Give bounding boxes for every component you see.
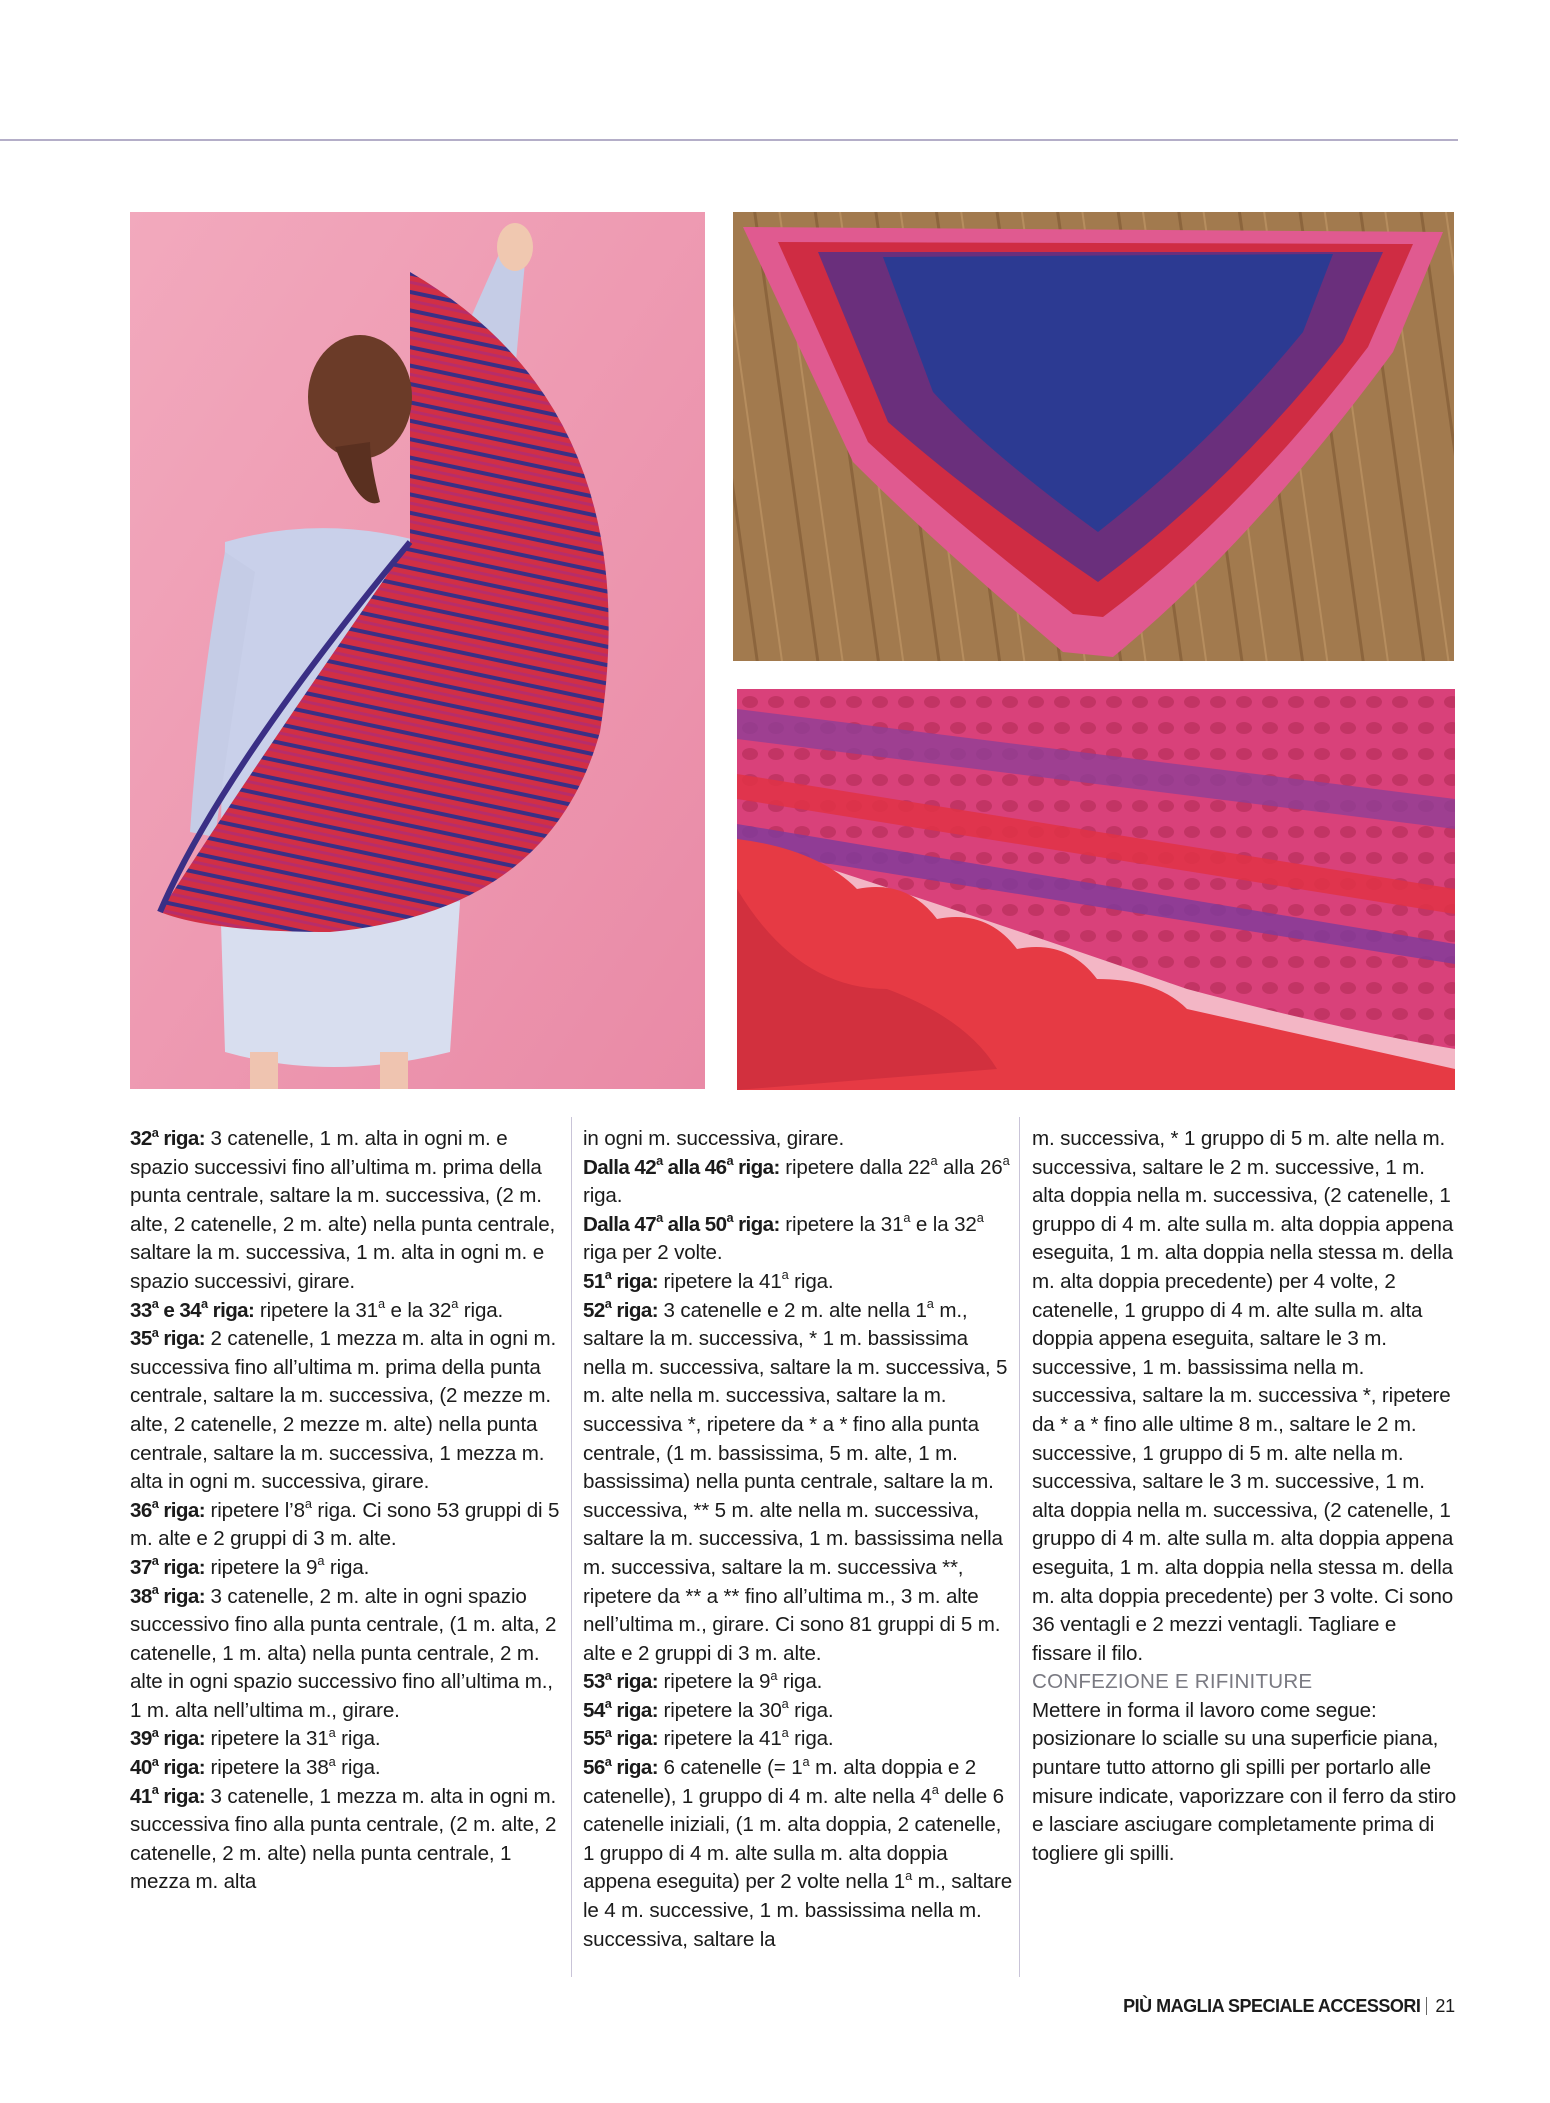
instruction-paragraph [130,1325,560,1497]
row-label: 37$^a$ riga: [130,1553,205,1579]
column-divider [1019,1117,1020,1977]
row-label: 56$^a$ riga: [583,1753,658,1780]
instruction-paragraph [583,1154,1013,1211]
row-label: 51$^a$ riga: [583,1267,658,1293]
row-label: 40$^a$ riga: [130,1753,205,1780]
row-instructions: ripetere la 9$^a$ riga. [663,1667,823,1694]
photo-model-wearing-shawl [130,212,705,1089]
row-label: 53$^a$ riga: [583,1667,658,1694]
instructions-column-3-body [1032,1125,1460,1668]
instruction-paragraph [130,1754,560,1783]
instruction-paragraph [583,1268,1013,1297]
row-instructions: ripetere l’8$^a$ riga. Ci sono 53 gruppi di 5 m. alte e 2 gruppi di 3 m. alte. [130,1496,560,1551]
instruction-paragraph [130,1497,560,1554]
photo-stitch-detail [737,689,1455,1090]
instruction-paragraph [130,1125,560,1297]
row-label: 52$^a$ riga: [583,1296,658,1322]
instruction-paragraph [1032,1125,1460,1668]
row-label: 35$^a$ riga: [130,1324,205,1351]
finishing-heading: CONFEZIONE E RIFINITURE [1032,1670,1313,1694]
footer-divider [1426,1997,1427,2015]
page-footer [1123,1996,1455,2017]
instruction-paragraph [130,1554,560,1583]
instructions-column-1 [130,1125,560,1897]
row-label: 36$^a$ riga: [130,1496,205,1522]
row-label: 55$^a$ riga: [583,1724,658,1751]
instruction-paragraph [583,1668,1013,1697]
finishing-text: Mettere in forma il lavoro come segue: posizionare lo scialle su una superficie piana, puntare tutto attorno gli spilli per portarlo alle misure indicate, vaporizzare con il ferro da stiro e lasciare asciugare completamente prima di togliere gli spilli. [1032,1698,1457,1865]
row-instructions: ripetere la 31$^a$ riga. [210,1724,381,1751]
row-instructions: 3 catenelle e 2 m. alte nella 1$^a$ m., saltare la m. successiva, * 1 m. bassissima nella m. successiva, saltare la m. successiva, 5 m. alte nella m. successiva, saltare la m. successiva *, ripetere da * a * fino alla punta centrale, (1 m. bassissima, 5 m. alte, 1 m. bassissima) nella punta centrale, saltare la m. successiva, ** 5 m. alte nella m. successiva, saltare la m. successiva, 1 m. bassissima nella m. successiva, saltare la m. successiva **, ripetere da ** a ** fino all’ultima m., 3 m. alte nell’ultima m., girare. Ci sono 81 gruppi di 5 m. alte e 2 gruppi di 3 m. alte. [583,1296,1008,1665]
row-label: Dalla 47$^a$ alla 50$^a$ riga: [583,1210,780,1236]
row-label: 54$^a$ riga: [583,1696,658,1722]
row-label: 33$^a$ e 34$^a$ riga: [130,1296,255,1322]
row-instructions: 3 catenelle, 1 m. alta in ogni m. e spazio successivi fino all’ultima m. prima della punta centrale, saltare la m. successiva, (2 m. alte, 2 catenelle, 2 m. alte) nella punta centrale, saltare la m. successiva, 1 m. alta in ogni m. e spazio successivi, girare. [130,1127,556,1293]
instructions-column-3 [1032,1125,1460,1868]
row-instructions: m. successiva, * 1 gruppo di 5 m. alte nella m. successiva, saltare le 2 m. successive, 1 m. alta doppia nella m. successiva, (2 catenelle, 1 gruppo di 4 m. alte sulla m. alta doppia appena eseguita, 1 m. alta doppia nella stessa m. della m. alta doppia precedente) per 4 volte, 2 catenelle, 1 gruppo di 4 m. alte sulla m. alta doppia appena eseguita, saltare le 3 m. successive, 1 m. bassissima nella m. successiva, saltare la m. successiva *, ripetere da * a * fino alle ultime 8 m., saltare le 2 m. successive, 1 gruppo di 5 m. alte nella m. successiva, saltare le 3 m. successive, 1 m. alta doppia nella m. successiva, (2 catenelle, 1 gruppo di 4 m. alte sulla m. alta doppia appena eseguita, 1 m. alta doppia nella stessa m. della m. alta doppia precedente) per 3 volte. Ci sono 36 ventagli e 2 mezzi ventagli. Tagliare e fissare il filo. [1032,1127,1454,1665]
row-instructions: 2 catenelle, 1 mezza m. alta in ogni m. successiva fino all’ultima m. prima della punta centrale, saltare la m. successiva, (2 mezze m. alte, 2 catenelle, 2 mezze m. alte) nella punta centrale, saltare la m. successiva, 1 mezza m. alta in ogni m. successiva, girare. [130,1327,557,1494]
row-label: Dalla 42$^a$ alla 46$^a$ riga: [583,1153,780,1179]
page-number: 21 [1435,1996,1455,2016]
photo-shawl-flat-on-wood [733,212,1454,661]
row-instructions: ripetere dalla 22$^a$ alla 26$^a$ riga. [583,1153,1010,1208]
instruction-paragraph [583,1754,1013,1954]
row-instructions: ripetere la 31$^a$ e la 32$^a$ riga per 2 volte. [583,1210,984,1265]
row-label: 39$^a$ riga: [130,1724,205,1751]
row-instructions: in ogni m. successiva, girare. [583,1127,845,1150]
row-instructions: ripetere la 41$^a$ riga. [663,1724,834,1751]
row-instructions: 3 catenelle, 2 m. alte in ogni spazio successivo fino alla punta centrale, (1 m. alta, 2 catenelle, 1 m. alta) nella punta centrale, 2 m. alte in ogni spazio successivo fino all’ultima m., 1 m. alta nell’ultima m., girare. [130,1584,557,1722]
row-instructions: ripetere la 30$^a$ riga. [663,1696,834,1722]
instruction-paragraph [130,1297,560,1326]
row-label: 41$^a$ riga: [130,1782,205,1808]
publication-name: PIÙ MAGLIA SPECIALE ACCESSORI [1123,1996,1421,2016]
top-rule [0,139,1458,141]
row-instructions: ripetere la 38$^a$ riga. [210,1753,381,1780]
row-instructions: ripetere la 31$^a$ e la 32$^a$ riga. [259,1296,504,1322]
instruction-paragraph [583,1697,1013,1726]
row-instructions: 3 catenelle, 1 mezza m. alta in ogni m. successiva fino alla punta centrale, (2 m. alte, 2 catenelle, 2 m. alte) nella punta centrale, 1 mezza m. alta [130,1784,557,1894]
row-instructions: ripetere la 41$^a$ riga. [663,1267,834,1293]
instruction-paragraph [583,1297,1013,1669]
row-instructions: ripetere la 9$^a$ riga. [210,1553,370,1579]
instruction-paragraph [130,1783,560,1897]
instruction-paragraph [583,1125,1013,1154]
column-divider [571,1117,572,1977]
instruction-paragraph [130,1725,560,1754]
row-instructions: 6 catenelle (= $1^a$ m. alta doppia e 2 catenelle), 1 gruppo di 4 m. alte nella 4$^a$ delle 6 catenelle iniziali, (1 m. alta doppia, 2 catenelle, 1 gruppo di 4 m. alte sulla m. alta doppia appena eseguita) per 2 volte nella 1$^a$ m., saltare le 4 m. successive, 1 m. bassissima nella m. successiva, saltare la [583,1753,1013,1951]
row-label: 38$^a$ riga: [130,1582,205,1608]
row-label: 32$^a$ riga: [130,1124,205,1150]
instructions-column-2 [583,1125,1013,1954]
instruction-paragraph [583,1725,1013,1754]
instruction-paragraph [130,1583,560,1726]
instruction-paragraph [583,1211,1013,1268]
